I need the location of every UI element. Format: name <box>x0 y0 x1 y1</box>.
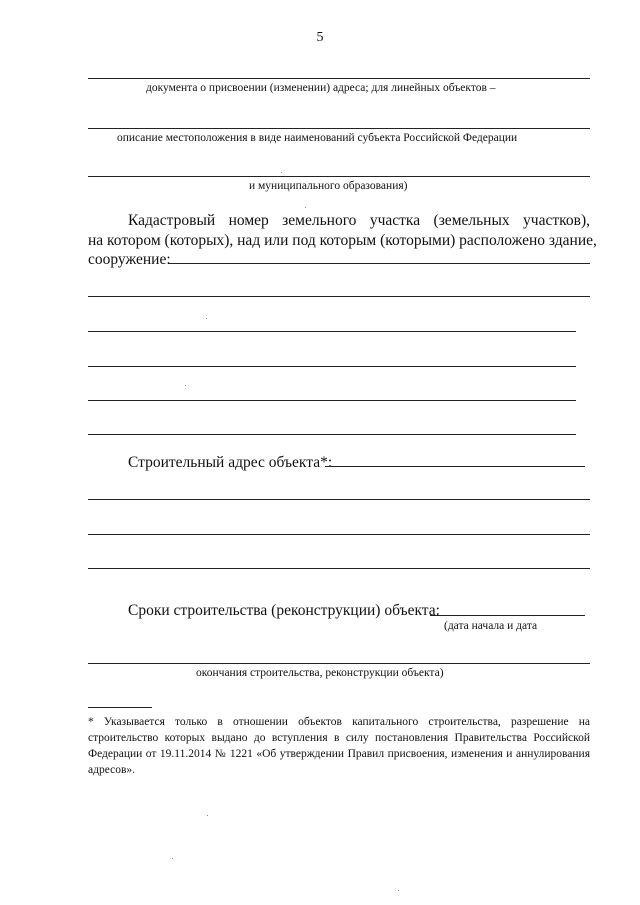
blank-line-location[interactable] <box>88 128 590 129</box>
construction-period-input-line[interactable] <box>430 615 585 616</box>
construction-address-blank-line-2[interactable] <box>88 534 590 535</box>
scan-speck <box>281 172 282 173</box>
footnote-separator <box>88 707 152 708</box>
cadastral-label-line1: Кадастровый номер земельного участка (земельных участков), <box>128 212 590 229</box>
cadastral-input-line[interactable] <box>169 263 590 264</box>
page-number: 5 <box>316 30 324 45</box>
caption-municipality: и муниципального образования) <box>249 180 408 192</box>
blank-line-municipality[interactable] <box>88 176 590 177</box>
cadastral-blank-line-5[interactable] <box>88 434 576 435</box>
construction-address-label: Строительный адрес объекта*: <box>128 454 333 471</box>
scan-speck <box>305 207 306 208</box>
construction-period-blank-line[interactable] <box>88 663 590 664</box>
cadastral-blank-line-2[interactable] <box>88 331 576 332</box>
caption-date-end: окончания строительства, реконструкции объекта) <box>196 667 444 679</box>
cadastral-blank-line-3[interactable] <box>88 366 576 367</box>
scan-speck <box>206 318 207 319</box>
cadastral-blank-line-4[interactable] <box>88 400 576 401</box>
construction-address-input-line[interactable] <box>325 466 585 467</box>
footnote-text: * Указывается только в отношении объектов капитального строительства, разрешение на строительство которых выдано до вступления в силу постановления Правительства Российской Федерации от 19.11.2014 № 1221 «Об утверждении Правил присвоения, изменения и аннулирования адресов». <box>88 716 590 776</box>
scan-speck <box>185 385 186 386</box>
caption-address-document: документа о присвоении (изменении) адреса; для линейных объектов – <box>146 82 496 94</box>
construction-address-blank-line-1[interactable] <box>88 499 590 500</box>
scan-speck <box>207 815 208 816</box>
cadastral-label-line2: на котором (которых), над или под которым (которыми) расположено здание, <box>88 232 597 249</box>
construction-period-label: Сроки строительства (реконструкции) объекта: <box>128 602 440 619</box>
cadastral-blank-line-1[interactable] <box>88 296 590 297</box>
blank-line-address[interactable] <box>88 78 590 79</box>
caption-date-start: (дата начала и дата <box>444 620 538 632</box>
cadastral-label-line3: сооружение: <box>88 251 171 268</box>
caption-location-description: описание местоположения в виде наименований субъекта Российской Федерации <box>117 132 518 144</box>
scan-speck <box>172 858 173 859</box>
scan-speck <box>398 890 399 891</box>
construction-address-blank-line-3[interactable] <box>88 568 590 569</box>
